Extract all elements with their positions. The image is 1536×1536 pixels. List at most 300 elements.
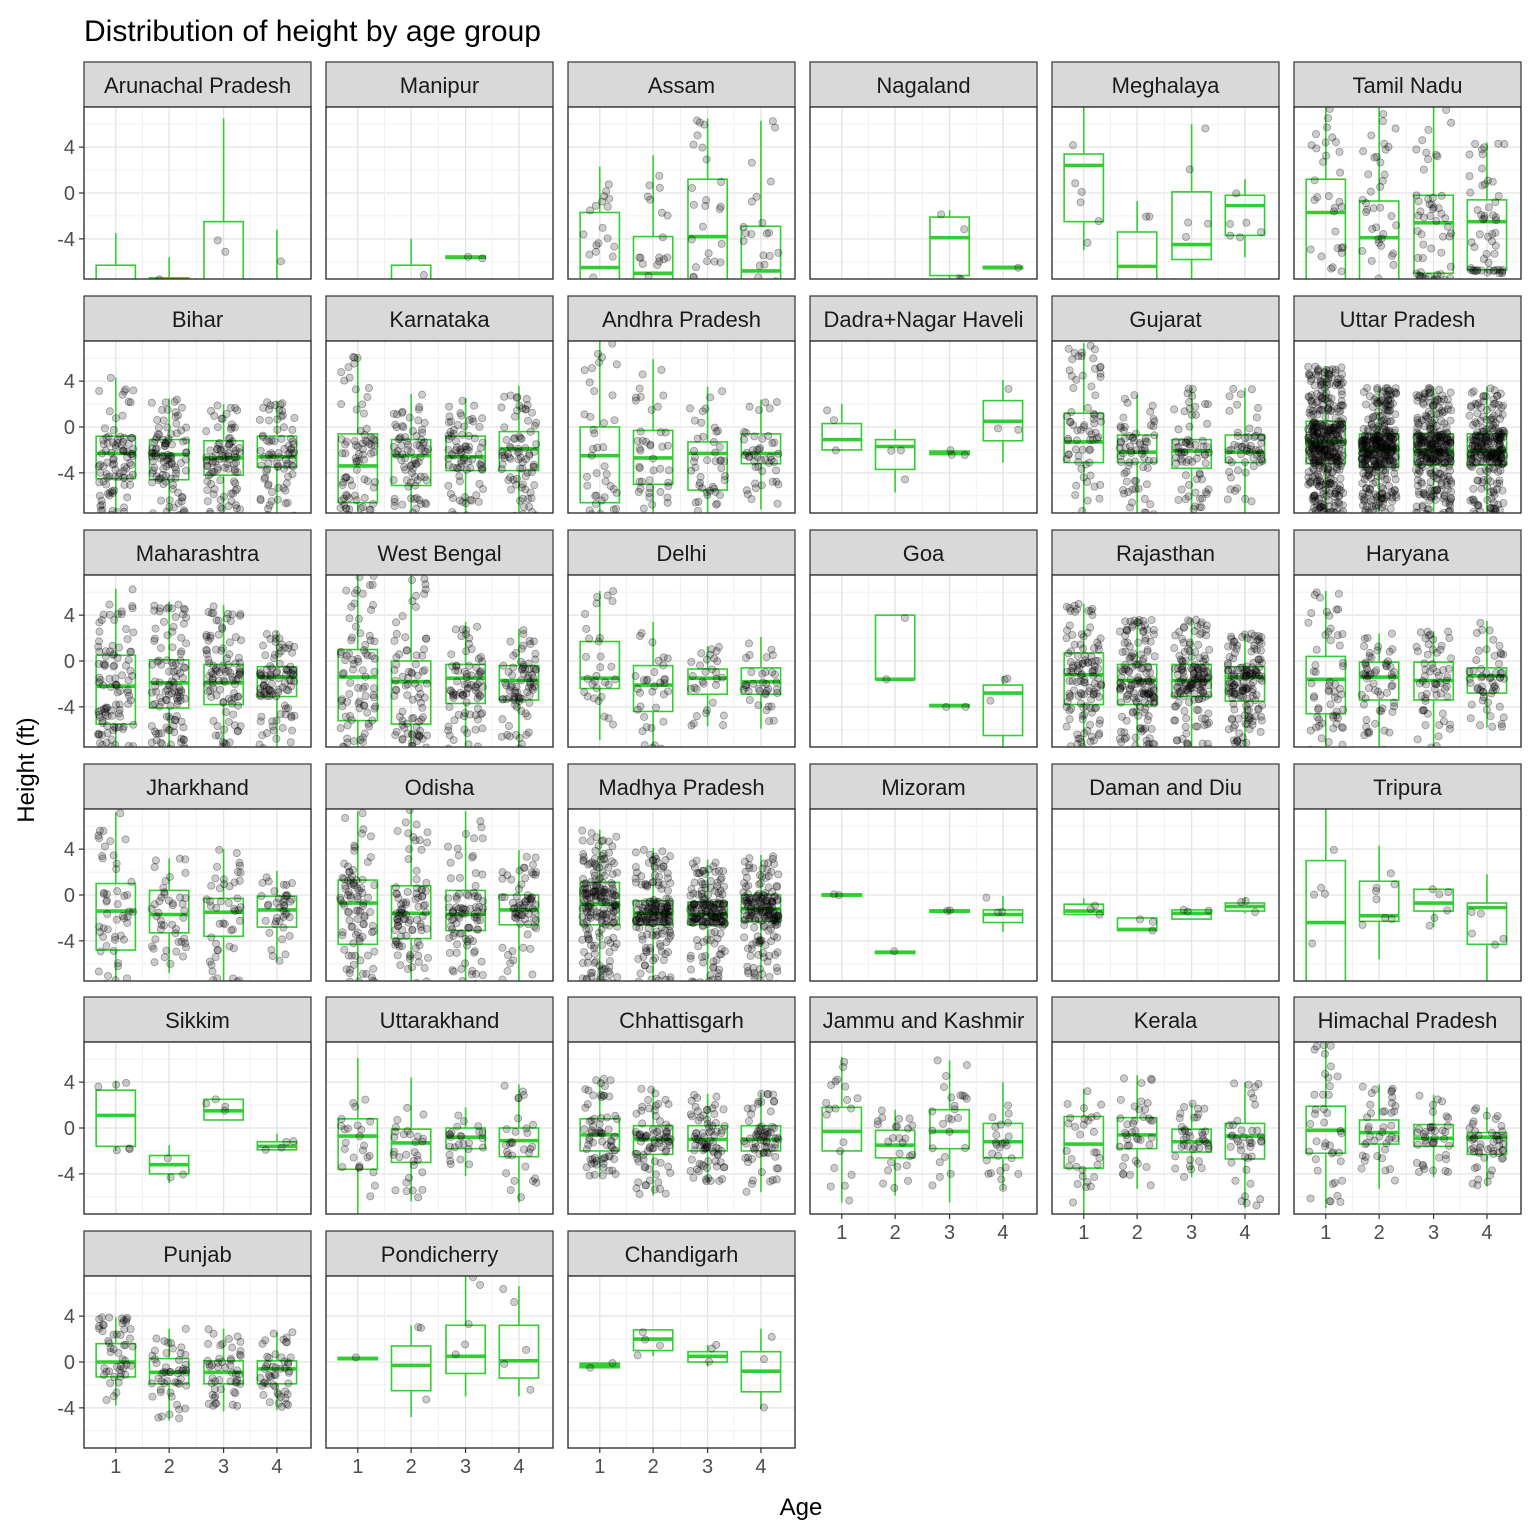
data-point [157, 644, 164, 651]
data-point [454, 421, 461, 428]
data-point [454, 678, 461, 685]
data-point [256, 692, 263, 699]
data-point [1118, 458, 1125, 465]
data-point [271, 401, 278, 408]
data-point [1133, 447, 1140, 454]
data-point [180, 664, 187, 671]
data-point [650, 467, 657, 474]
data-point [418, 445, 425, 452]
data-point [270, 727, 277, 734]
data-point [1091, 663, 1098, 670]
data-point [513, 731, 520, 738]
data-point [121, 463, 128, 470]
data-point [1480, 455, 1487, 462]
data-point [703, 196, 710, 203]
data-point [360, 410, 367, 417]
data-point [1339, 379, 1346, 386]
data-point [1425, 408, 1432, 415]
data-point [271, 438, 278, 445]
data-point [1322, 414, 1329, 421]
data-point [226, 739, 233, 746]
data-point [127, 399, 134, 406]
data-point [1077, 199, 1084, 206]
data-point [586, 379, 593, 386]
data-point [748, 496, 755, 503]
data-point [500, 662, 507, 669]
data-point [1306, 449, 1313, 456]
data-point [234, 407, 241, 414]
data-point [1226, 393, 1233, 400]
data-point [215, 631, 222, 638]
data-point [228, 421, 235, 428]
data-point [1470, 485, 1477, 492]
data-point [1246, 425, 1253, 432]
data-point [1324, 429, 1331, 436]
data-point [263, 730, 270, 737]
data-point [718, 465, 725, 472]
data-point [166, 682, 173, 689]
data-point [1129, 623, 1136, 630]
data-point [1072, 491, 1079, 498]
data-point [1308, 375, 1315, 382]
data-point [411, 680, 418, 687]
data-point [522, 666, 529, 673]
data-point [457, 410, 464, 417]
facet-strip-label: Assam [647, 73, 716, 98]
data-point [1185, 617, 1192, 624]
data-point [1337, 169, 1344, 176]
data-point [1426, 485, 1433, 492]
data-point [402, 434, 409, 441]
data-point [1185, 493, 1192, 500]
data-point [718, 240, 725, 247]
data-point [209, 675, 216, 682]
data-point [1468, 463, 1475, 470]
data-point [287, 739, 294, 746]
data-point [522, 486, 529, 493]
data-point [770, 717, 777, 724]
data-point [1476, 231, 1483, 238]
data-point [1088, 696, 1095, 703]
data-point [1313, 453, 1320, 460]
data-point [665, 483, 672, 490]
data-point [641, 713, 648, 720]
data-point [274, 496, 281, 503]
data-point [473, 664, 480, 671]
data-point [1308, 441, 1315, 448]
data-point [1316, 445, 1323, 452]
data-point [348, 634, 355, 641]
data-point [1417, 208, 1424, 215]
data-point [632, 394, 639, 401]
data-point [392, 677, 399, 684]
data-point [644, 193, 651, 200]
facet-tamil-nadu [1294, 62, 1521, 288]
data-point [1427, 212, 1434, 219]
data-point [362, 693, 369, 700]
facet-strip-label: Goa [902, 541, 945, 566]
data-point [222, 248, 229, 255]
data-point [1501, 140, 1508, 147]
data-point [1141, 495, 1148, 502]
data-point [1322, 139, 1329, 146]
data-point [527, 681, 534, 688]
data-point [1422, 416, 1429, 423]
data-point [1130, 650, 1137, 657]
data-point [353, 497, 360, 504]
data-point [280, 465, 287, 472]
data-point [709, 666, 716, 673]
data-point [204, 478, 211, 485]
data-point [1142, 438, 1149, 445]
facet-west-bengal [326, 530, 553, 753]
data-point [1071, 641, 1078, 648]
data-point [593, 492, 600, 499]
data-point [1427, 426, 1434, 433]
data-point [357, 504, 364, 511]
data-point [1390, 261, 1397, 268]
data-point [1246, 700, 1253, 707]
data-point [1097, 635, 1104, 642]
data-point [1486, 266, 1493, 273]
data-point [1149, 402, 1156, 409]
data-point [479, 255, 486, 262]
data-point [475, 655, 482, 662]
data-point [748, 159, 755, 166]
data-point [1388, 418, 1395, 425]
data-point [160, 417, 167, 424]
data-point [1075, 600, 1082, 607]
facet-strip-label: Rajasthan [1115, 541, 1216, 566]
data-point [1131, 477, 1138, 484]
data-point [1431, 450, 1438, 457]
data-point [1066, 419, 1073, 426]
data-point [341, 377, 348, 384]
data-point [1182, 723, 1189, 730]
data-point [1005, 385, 1012, 392]
data-point [180, 724, 187, 731]
data-point [1433, 151, 1440, 158]
data-point [262, 652, 269, 659]
data-point [1374, 398, 1381, 405]
data-point [1203, 667, 1210, 674]
data-point [349, 656, 356, 663]
data-point [1234, 737, 1241, 744]
data-point [353, 406, 360, 413]
data-point [459, 397, 466, 404]
data-point [580, 231, 587, 238]
data-point [392, 421, 399, 428]
data-point [761, 261, 768, 268]
data-point [717, 457, 724, 464]
data-point [114, 610, 121, 617]
data-point [155, 424, 162, 431]
data-point [1150, 457, 1157, 464]
data-point [419, 652, 426, 659]
data-point [236, 671, 243, 678]
data-point [479, 485, 486, 492]
data-point [1379, 177, 1386, 184]
data-point [180, 620, 187, 627]
data-point [1483, 406, 1490, 413]
data-point [649, 501, 656, 508]
data-point [1069, 356, 1076, 363]
data-point [160, 618, 167, 625]
y-axis-title: Height (ft) [13, 717, 40, 823]
data-point [1447, 389, 1454, 396]
data-point [352, 442, 359, 449]
data-point [632, 672, 639, 679]
data-point [636, 385, 643, 392]
data-point [527, 428, 534, 435]
data-point [214, 466, 221, 473]
data-point [447, 428, 454, 435]
data-point [1332, 437, 1339, 444]
data-point [405, 668, 412, 675]
data-point [1123, 717, 1130, 724]
data-point [1309, 465, 1316, 472]
facet-strip-label: West Bengal [377, 541, 502, 566]
data-point [404, 446, 411, 453]
data-point [1471, 140, 1478, 147]
data-point [107, 374, 114, 381]
data-point [698, 650, 705, 657]
data-point [1248, 498, 1255, 505]
data-point [101, 425, 108, 432]
data-point [897, 447, 904, 454]
data-point [712, 501, 719, 508]
data-point [703, 489, 710, 496]
data-point [716, 492, 723, 499]
data-point [1248, 386, 1255, 393]
data-point [1444, 223, 1451, 230]
data-point [112, 415, 119, 422]
data-point [366, 632, 373, 639]
data-point [344, 735, 351, 742]
data-point [337, 725, 344, 732]
data-point [1497, 431, 1504, 438]
data-point [1124, 399, 1131, 406]
data-point [1199, 681, 1206, 688]
data-point [740, 237, 747, 244]
data-point [766, 229, 773, 236]
data-point [1447, 407, 1454, 414]
data-point [96, 619, 103, 626]
data-point [220, 666, 227, 673]
data-point [423, 500, 430, 507]
data-point [1430, 493, 1437, 500]
data-point [470, 418, 477, 425]
data-point [281, 679, 288, 686]
data-point [96, 479, 103, 486]
data-point [646, 489, 653, 496]
data-point [1254, 404, 1261, 411]
data-point [694, 132, 701, 139]
data-point [1338, 268, 1345, 275]
data-point [403, 647, 410, 654]
data-point [1231, 706, 1238, 713]
data-point [1189, 680, 1196, 687]
data-point [1065, 650, 1072, 657]
data-point [445, 455, 452, 462]
data-point [445, 419, 452, 426]
data-point [1470, 388, 1477, 395]
data-point [649, 639, 656, 646]
data-point [401, 455, 408, 462]
data-point [701, 121, 708, 128]
data-point [1192, 403, 1199, 410]
data-point [1202, 489, 1209, 496]
data-point [610, 486, 617, 493]
data-point [1074, 652, 1081, 659]
data-point [759, 435, 766, 442]
data-point [502, 679, 509, 686]
data-point [1128, 499, 1135, 506]
data-point [1230, 385, 1237, 392]
data-point [769, 478, 776, 485]
data-point [1095, 218, 1102, 225]
data-point [163, 657, 170, 664]
data-point [498, 404, 505, 411]
data-point [149, 470, 156, 477]
data-point [646, 182, 653, 189]
data-point [1195, 641, 1202, 648]
data-point [994, 425, 1001, 432]
data-point [218, 647, 225, 654]
data-point [1339, 502, 1346, 509]
data-point [636, 254, 643, 261]
data-point [1380, 110, 1387, 117]
data-point [121, 434, 128, 441]
data-point [474, 623, 481, 630]
data-point [279, 412, 286, 419]
data-point [709, 483, 716, 490]
data-point [213, 617, 220, 624]
data-point [740, 686, 747, 693]
data-point [664, 254, 671, 261]
data-point [338, 401, 345, 408]
data-point [216, 686, 223, 693]
data-point [1492, 217, 1499, 224]
data-point [1234, 429, 1241, 436]
data-point [259, 433, 266, 440]
data-point [216, 456, 223, 463]
data-point [592, 248, 599, 255]
y-tick-label: 4 [63, 605, 75, 628]
data-point [643, 677, 650, 684]
data-point [369, 601, 376, 608]
data-point [214, 237, 221, 244]
data-point [1414, 449, 1421, 456]
data-point [758, 482, 765, 489]
data-point [1419, 434, 1426, 441]
data-point [108, 712, 115, 719]
data-point [947, 447, 954, 454]
data-point [1192, 723, 1199, 730]
data-point [501, 424, 508, 431]
data-point [1314, 477, 1321, 484]
data-point [268, 488, 275, 495]
data-point [1441, 408, 1448, 415]
data-point [1119, 649, 1126, 656]
data-point [690, 447, 697, 454]
data-point [1179, 635, 1186, 642]
data-point [348, 603, 355, 610]
data-point [1332, 139, 1339, 146]
data-point [1495, 192, 1502, 199]
data-point [1180, 624, 1187, 631]
data-point [452, 626, 459, 633]
data-point [171, 729, 178, 736]
facet-strip-label: Meghalaya [1111, 73, 1220, 98]
data-point [1178, 486, 1185, 493]
data-point [361, 702, 368, 709]
data-point [1172, 460, 1179, 467]
data-point [352, 623, 359, 630]
data-point [279, 724, 286, 731]
data-point [364, 652, 371, 659]
data-point [98, 707, 105, 714]
data-point [1313, 390, 1320, 397]
data-point [526, 692, 533, 699]
data-point [182, 467, 189, 474]
data-point [390, 477, 397, 484]
data-point [151, 678, 158, 685]
data-point [522, 406, 529, 413]
data-point [531, 482, 538, 489]
data-point [1377, 204, 1384, 211]
data-point [1324, 115, 1331, 122]
data-point [227, 669, 234, 676]
data-point [470, 402, 477, 409]
data-point [1228, 672, 1235, 679]
data-point [1363, 502, 1370, 509]
data-point [750, 680, 757, 687]
data-point [1254, 427, 1261, 434]
data-point [1419, 463, 1426, 470]
data-point [415, 417, 422, 424]
data-point [1359, 196, 1366, 203]
data-point [1359, 444, 1366, 451]
data-point [370, 500, 377, 507]
data-point [1135, 639, 1142, 646]
data-point [399, 736, 406, 743]
data-point [1466, 412, 1473, 419]
data-point [689, 672, 696, 679]
data-point [115, 473, 122, 480]
data-point [445, 436, 452, 443]
data-point [664, 499, 671, 506]
data-point [608, 663, 615, 670]
data-point [1253, 414, 1260, 421]
data-point [1241, 459, 1248, 466]
data-point [697, 473, 704, 480]
data-point [412, 661, 419, 668]
data-point [1445, 436, 1452, 443]
data-point [513, 649, 520, 656]
data-point [1428, 245, 1435, 252]
data-point [1204, 420, 1211, 427]
data-point [719, 722, 726, 729]
data-point [1380, 403, 1387, 410]
data-point [1087, 738, 1094, 745]
data-point [1425, 126, 1432, 133]
data-point [602, 679, 609, 686]
data-point [104, 729, 111, 736]
data-point [1499, 461, 1506, 468]
data-point [610, 506, 617, 513]
data-point [591, 430, 598, 437]
